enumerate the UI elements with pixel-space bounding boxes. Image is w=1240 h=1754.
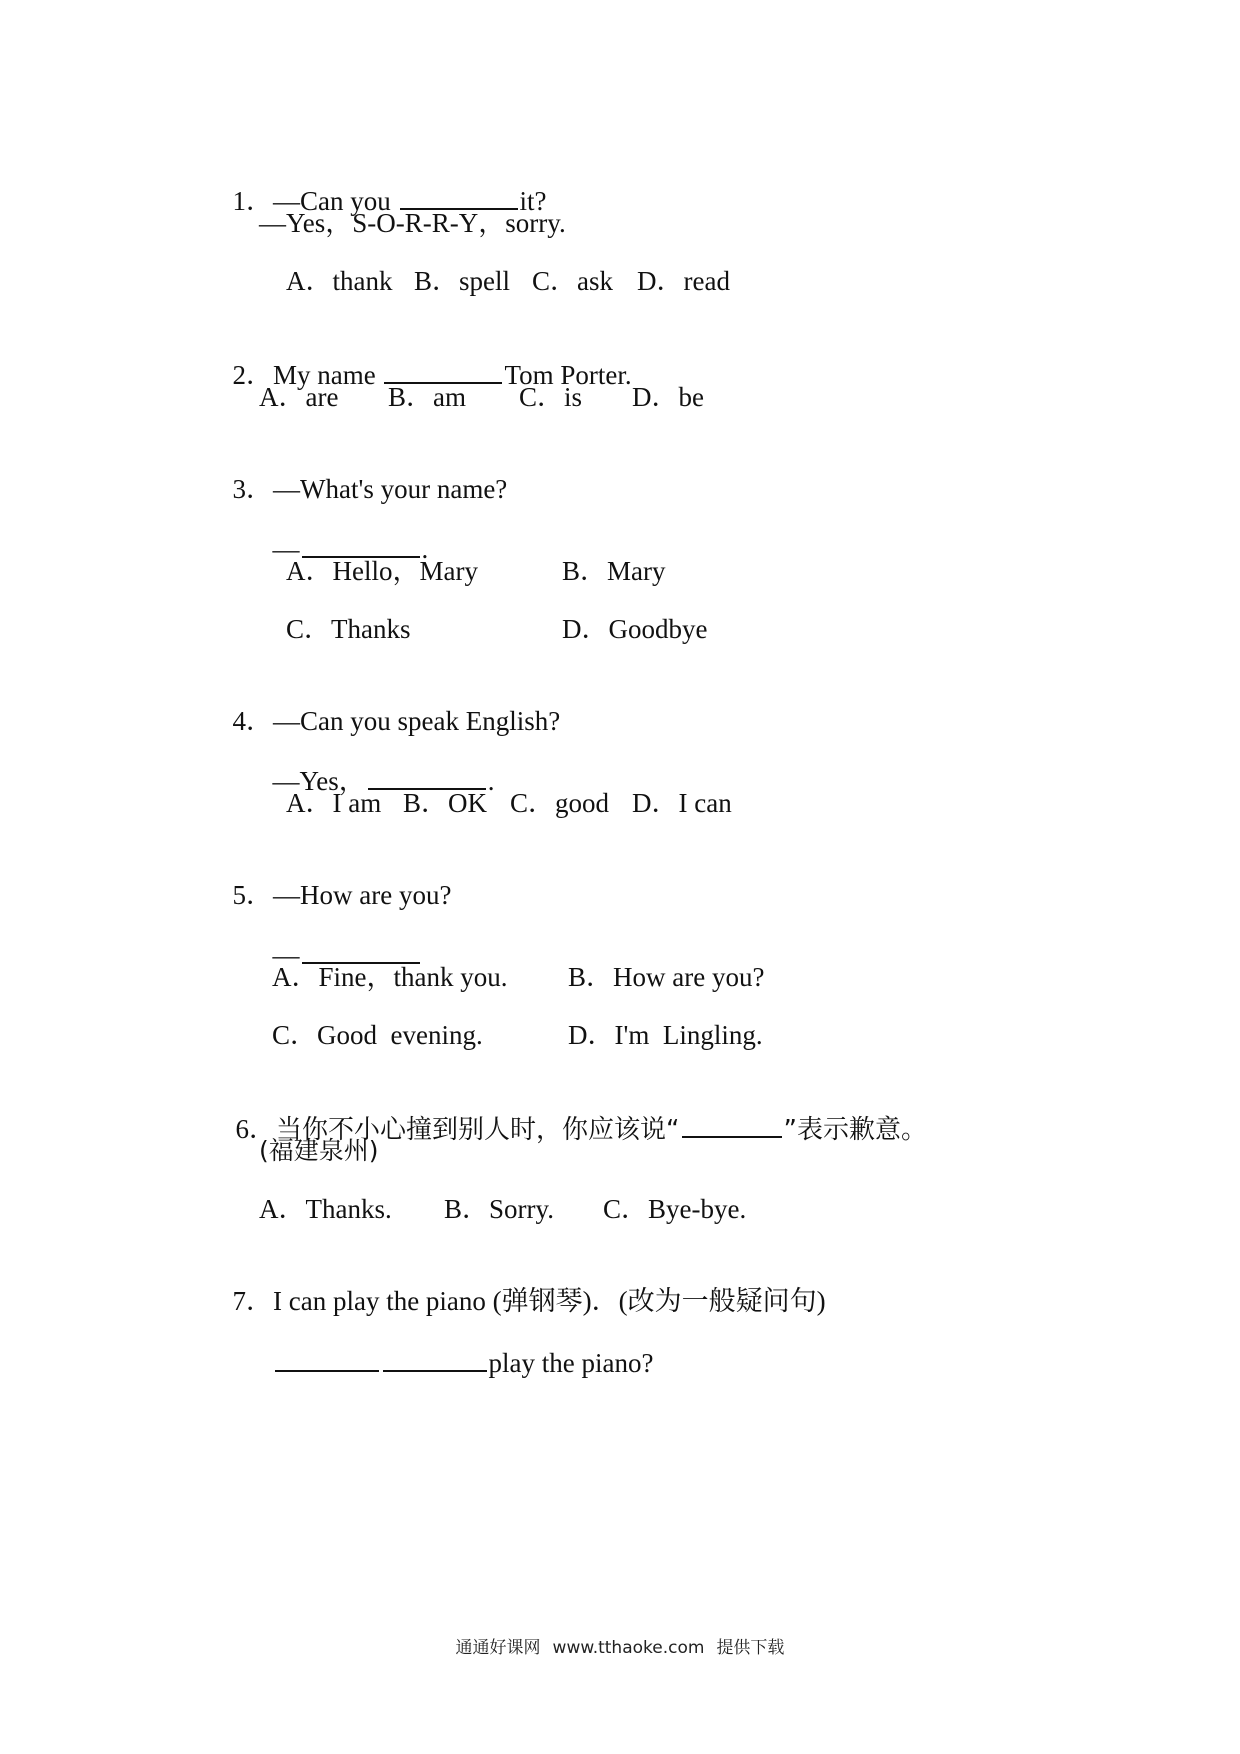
q4-option-a[interactable]: A．I am <box>286 788 382 818</box>
q1-option-a[interactable]: A．thank <box>286 266 393 296</box>
q4-answer-line: —Yes， . <box>259 728 495 798</box>
q2-option-d[interactable]: D．be <box>632 382 704 412</box>
q4-option-c[interactable]: C．good <box>510 788 610 818</box>
footer-suffix: 提供下载 <box>716 1638 785 1658</box>
footer-site-name: 通通好课网 <box>455 1638 541 1658</box>
q1-stem: 1．—Can you it? <box>219 148 547 218</box>
q4-stem: 4．—Can you speak English? <box>232 706 561 736</box>
q3-option-b[interactable]: B．Mary <box>562 556 666 586</box>
footer-url[interactable]: www.tthaoke.com <box>552 1638 705 1658</box>
q6-source: (福建泉州) <box>259 1136 379 1165</box>
q6-option-c[interactable]: C．Bye-bye. <box>603 1194 747 1224</box>
q3-answer-line: — . <box>259 496 428 566</box>
q4-number: 4． <box>232 706 273 736</box>
q2-stem: 2．My name Tom Porter. <box>219 322 632 392</box>
q3-option-d[interactable]: D．Goodbye <box>562 614 708 644</box>
q5-stem: 5．—How are you? <box>232 880 452 910</box>
q3-stem: 3．—What's your name? <box>232 474 508 504</box>
q2-option-c[interactable]: C．is <box>519 382 583 412</box>
q7-blank-2[interactable] <box>383 1344 487 1372</box>
q7-answer-line: play the piano? <box>259 1310 653 1380</box>
q2-option-b[interactable]: B．am <box>388 382 466 412</box>
q4-option-d[interactable]: D．I can <box>632 788 732 818</box>
q2-option-a[interactable]: A．are <box>259 382 339 412</box>
q3-option-a[interactable]: A．Hello，Mary <box>286 556 478 586</box>
q5-number: 5． <box>232 880 273 910</box>
q1-option-d[interactable]: D．read <box>637 266 730 296</box>
q6-option-a[interactable]: A．Thanks. <box>259 1194 392 1224</box>
q6-number: 6． <box>235 1114 277 1144</box>
q7-stem: 7．I can play the piano (弹钢琴)．(改为一般疑问句) <box>232 1286 826 1316</box>
q7-number: 7． <box>232 1286 273 1316</box>
q3-option-c[interactable]: C．Thanks <box>286 614 411 644</box>
q6-stem: 6．当你不小心撞到别人时，你应该说“ ”表示歉意。 <box>219 1076 927 1147</box>
q5-option-d[interactable]: D．I'm Lingling. <box>568 1020 763 1050</box>
q1-number: 1． <box>232 186 273 216</box>
q6-option-b[interactable]: B．Sorry. <box>444 1194 555 1224</box>
q5-option-a[interactable]: A．Fine，thank you. <box>272 962 508 992</box>
q7-blank-1[interactable] <box>275 1344 379 1372</box>
q3-number: 3． <box>232 474 273 504</box>
q2-number: 2． <box>232 360 273 390</box>
page-footer <box>0 1633 1240 1658</box>
q1-option-b[interactable]: B．spell <box>414 266 511 296</box>
q4-option-b[interactable]: B．OK <box>403 788 488 818</box>
q5-option-b[interactable]: B．How are you? <box>568 962 765 992</box>
q6-blank[interactable] <box>682 1110 782 1138</box>
q5-option-c[interactable]: C．Good evening. <box>272 1020 483 1050</box>
q1-option-c[interactable]: C．ask <box>532 266 613 296</box>
q5-answer-line: — <box>259 902 422 972</box>
q1-answer-line: —Yes，S-O-R-R-Y，sorry. <box>259 208 566 238</box>
